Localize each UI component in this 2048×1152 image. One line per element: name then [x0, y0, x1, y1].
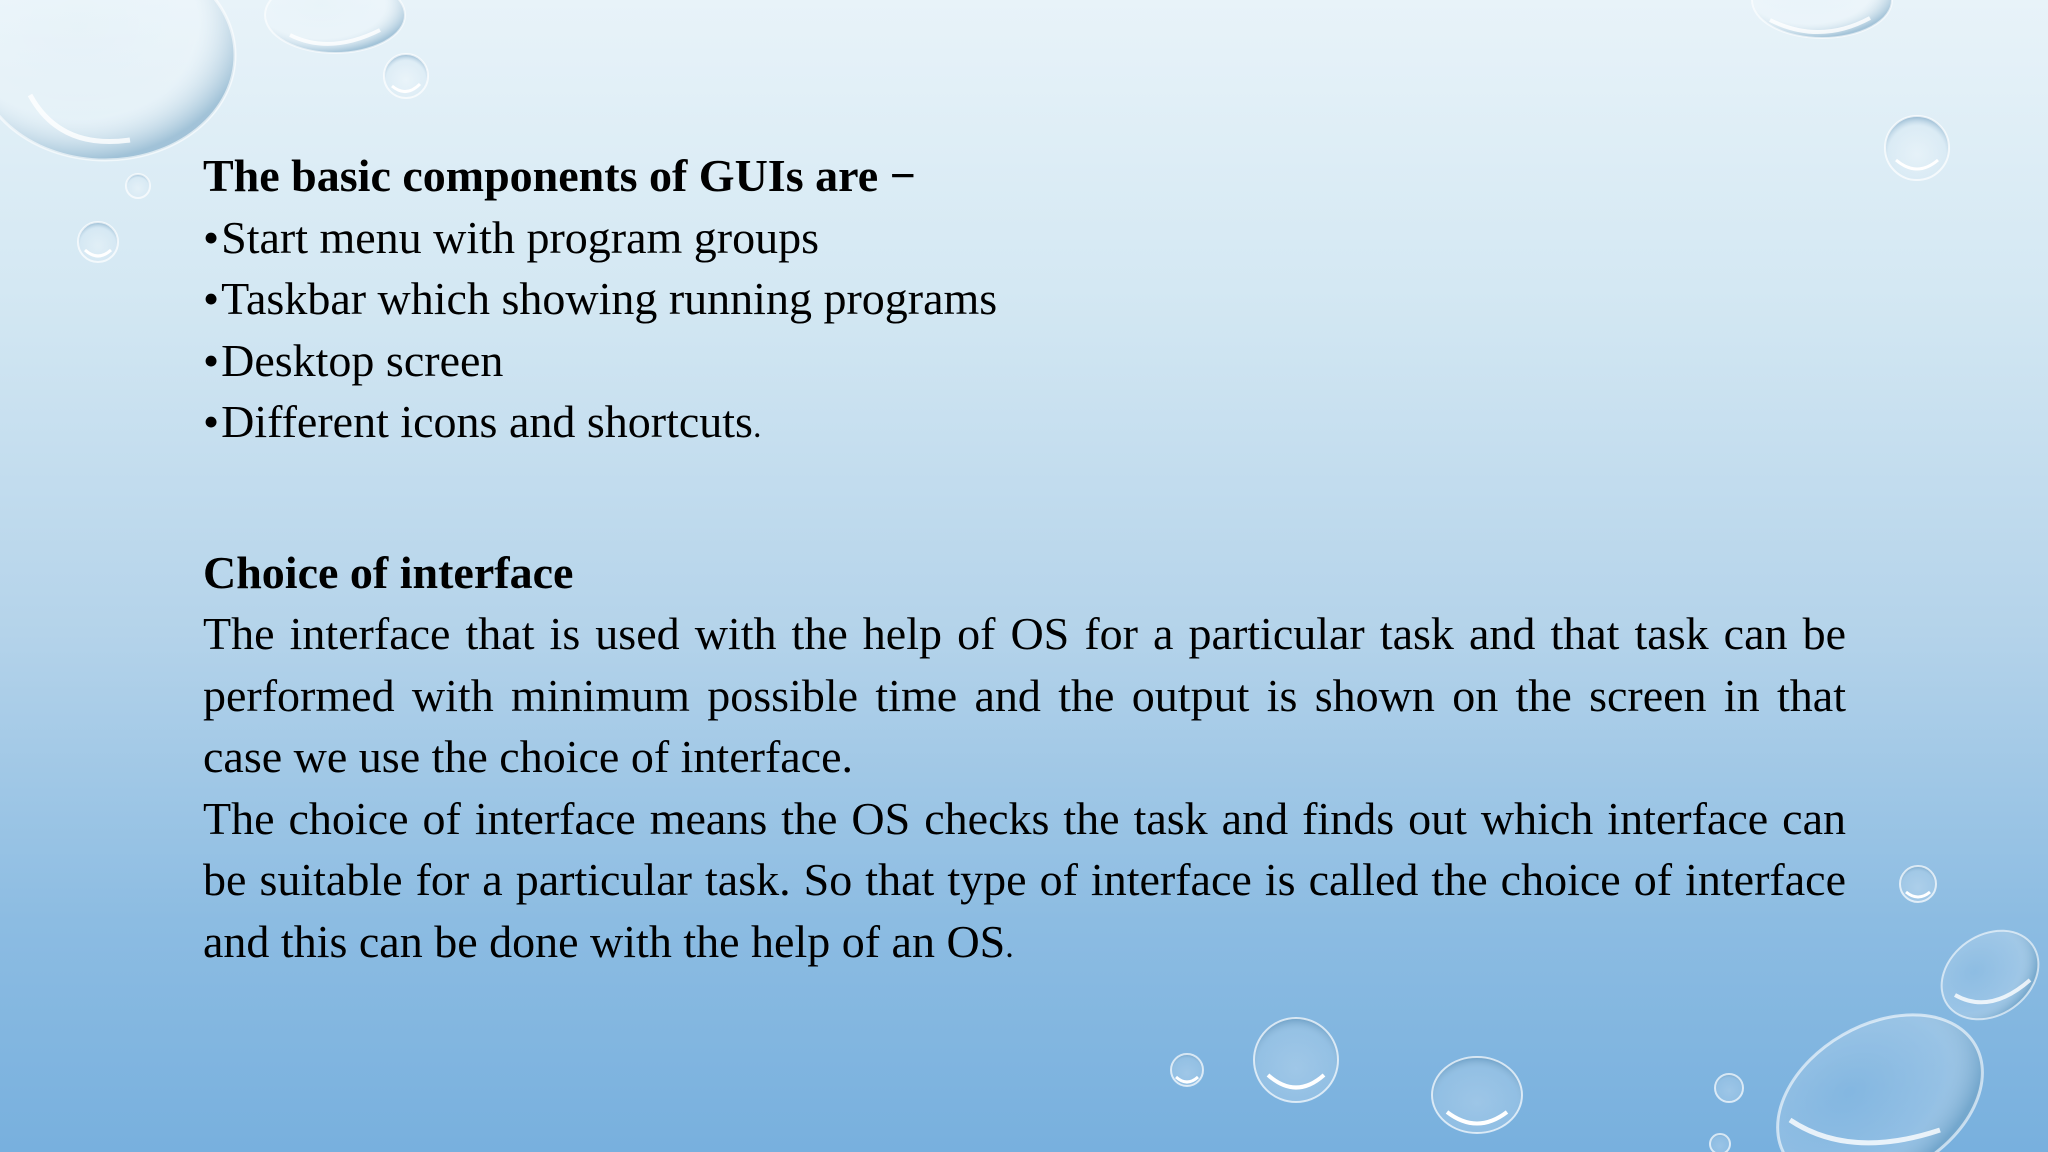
paragraph-period: . [1005, 927, 1014, 965]
section-heading-gui-components: The basic components of GUIs are − [203, 150, 916, 201]
bullet-item [203, 207, 1846, 269]
drop-top-left-large [0, 0, 235, 160]
drop-small-1 [384, 54, 428, 98]
paragraph-interface-explanation-text: The choice of interface means the OS checks the task and finds out which interface can be suitable for a particular task. So that type of interface is called the choice of interface and this can be done with the help of an OS [203, 792, 1846, 967]
drop-top-right-medium [1885, 116, 1949, 180]
drop-bottom-center-2 [1254, 1018, 1338, 1102]
drop-top-right-large [1752, 0, 1892, 38]
bullet-item [203, 330, 1846, 392]
bullet-item-text: Desktop screen [221, 334, 504, 386]
bullet-marker: • [203, 273, 220, 324]
drop-top-left-medium [265, 0, 405, 53]
paragraph-interface-definition: The interface that is used with the help of OS for a particular task and that task can be performed with minimum possible time and the output is shown on the screen in that case we use the choice of interface. [203, 608, 1846, 782]
section-spacer [203, 458, 1846, 542]
bullet-item-text: Different icons and shortcuts [221, 396, 753, 447]
bullet-item [203, 268, 1846, 330]
drop-small-3 [78, 222, 118, 262]
bullet-item [203, 391, 1846, 458]
drop-bottom-right-small [1715, 1074, 1743, 1102]
bullet-item-text: Start menu with program groups [221, 211, 820, 263]
bullet-marker: • [203, 396, 220, 447]
section-heading-choice-of-interface: Choice of interface [203, 546, 574, 598]
drop-bottom-right-tiny [1710, 1134, 1730, 1152]
drop-bottom-center-1 [1171, 1054, 1203, 1086]
bullet-marker: • [203, 211, 220, 263]
slide-content [203, 145, 1846, 977]
bullet-marker: • [203, 334, 220, 386]
drop-small-2 [126, 174, 150, 198]
drop-bottom-center-3 [1432, 1057, 1522, 1133]
drop-right-small [1900, 866, 1936, 902]
paragraph-interface-explanation [203, 788, 1846, 978]
bullet-item-period: . [752, 408, 762, 445]
bullet-item-text: Taskbar which showing running programs [221, 273, 998, 324]
